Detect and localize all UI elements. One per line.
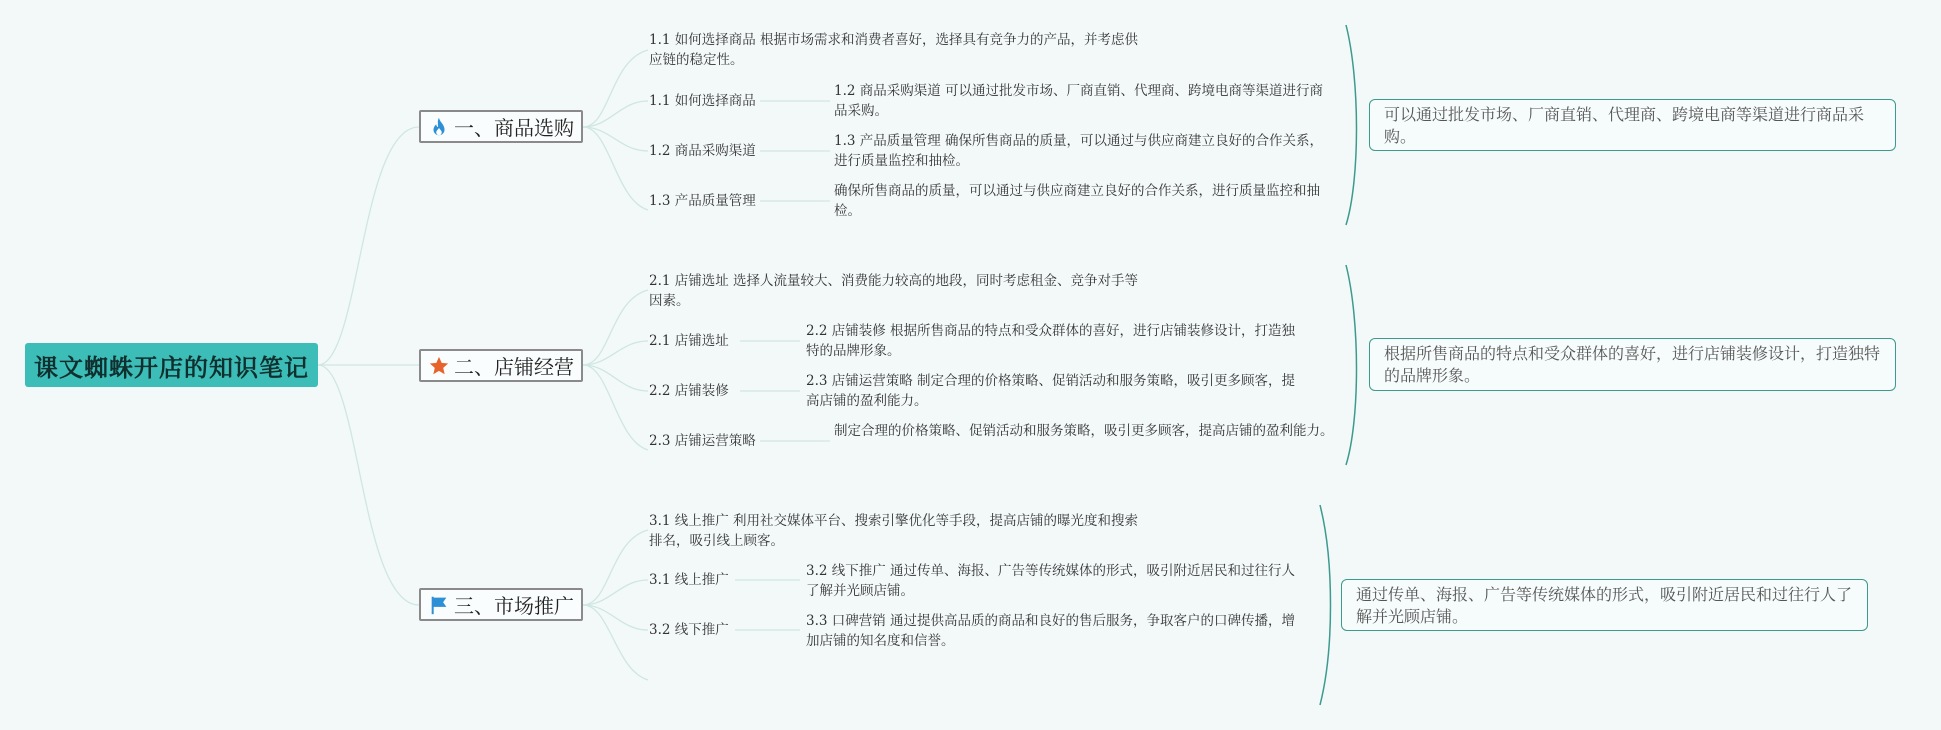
subtopic-item[interactable]: 3.1 线上推广 xyxy=(649,572,729,588)
topic-product-selection[interactable] xyxy=(419,110,583,143)
flag-icon xyxy=(428,594,450,616)
root-topic[interactable] xyxy=(25,343,318,387)
subtopic-item[interactable]: 2.1 店铺选址 选择人流量较大、消费能力较高的地段，同时考虑租金、竞争对手等因素。 xyxy=(649,273,1139,309)
detail-item[interactable]: 3.3 口碑营销 通过提供高品质的商品和良好的售后服务，争取客户的口碑传播，增加店铺的知名度和信誉。 xyxy=(806,613,1296,649)
detail-item[interactable]: 2.2 店铺装修 根据所售商品的特点和受众群体的喜好，进行店铺装修设计，打造独特的品牌形象。 xyxy=(806,323,1296,359)
topic-label: 二、店铺经营 xyxy=(454,355,574,379)
subtopic-item[interactable]: 1.3 产品质量管理 xyxy=(649,193,756,209)
subtopic-item[interactable]: 2.1 店铺选址 xyxy=(649,333,729,349)
detail-item[interactable]: 制定合理的价格策略、促销活动和服务策略，吸引更多顾客，提高店铺的盈利能力。 xyxy=(834,423,1334,439)
topic-store-operation[interactable] xyxy=(419,349,583,382)
topic-label: 一、商品选购 xyxy=(454,116,574,140)
subtopic-item[interactable]: 3.1 线上推广 利用社交媒体平台、搜索引擎优化等手段，提高店铺的曝光度和搜索排名，吸引线上顾客。 xyxy=(649,513,1139,549)
topic-label: 三、市场推广 xyxy=(454,594,574,618)
detail-item[interactable]: 2.3 店铺运营策略 制定合理的价格策略、促销活动和服务策略，吸引更多顾客，提高店铺的盈利能力。 xyxy=(806,373,1296,409)
subtopic-item[interactable]: 1.2 商品采购渠道 xyxy=(649,143,756,159)
subtopic-item[interactable]: 2.3 店铺运营策略 xyxy=(649,433,756,449)
root-title: 课文蜘蛛开店的知识笔记 xyxy=(34,353,309,382)
detail-item[interactable]: 确保所售商品的质量，可以通过与供应商建立良好的合作关系，进行质量监控和抽检。 xyxy=(834,183,1320,219)
detail-item[interactable]: 3.2 线下推广 通过传单、海报、广告等传统媒体的形式，吸引附近居民和过往行人了解并光顾店铺。 xyxy=(806,563,1296,599)
star-icon xyxy=(428,355,450,377)
topic-marketing[interactable] xyxy=(419,588,583,621)
subtopic-item[interactable]: 1.1 如何选择商品 xyxy=(649,93,756,109)
flame-icon xyxy=(428,116,450,138)
summary-box[interactable]: 可以通过批发市场、厂商直销、代理商、跨境电商等渠道进行商品采购。 xyxy=(1369,99,1896,151)
summary-box[interactable]: 通过传单、海报、广告等传统媒体的形式，吸引附近居民和过往行人了解并光顾店铺。 xyxy=(1341,579,1868,631)
subtopic-item[interactable]: 2.2 店铺装修 xyxy=(649,383,729,399)
subtopic-item[interactable]: 3.2 线下推广 xyxy=(649,622,729,638)
detail-item[interactable]: 1.2 商品采购渠道 可以通过批发市场、厂商直销、代理商、跨境电商等渠道进行商品采购。 xyxy=(834,83,1324,119)
summary-box[interactable]: 根据所售商品的特点和受众群体的喜好，进行店铺装修设计，打造独特的品牌形象。 xyxy=(1369,338,1896,391)
detail-item[interactable]: 1.3 产品质量管理 确保所售商品的质量，可以通过与供应商建立良好的合作关系，进行质量监控和抽检。 xyxy=(834,133,1324,169)
subtopic-item[interactable]: 1.1 如何选择商品 根据市场需求和消费者喜好，选择具有竞争力的产品，并考虑供应链的稳定性。 xyxy=(649,32,1139,68)
